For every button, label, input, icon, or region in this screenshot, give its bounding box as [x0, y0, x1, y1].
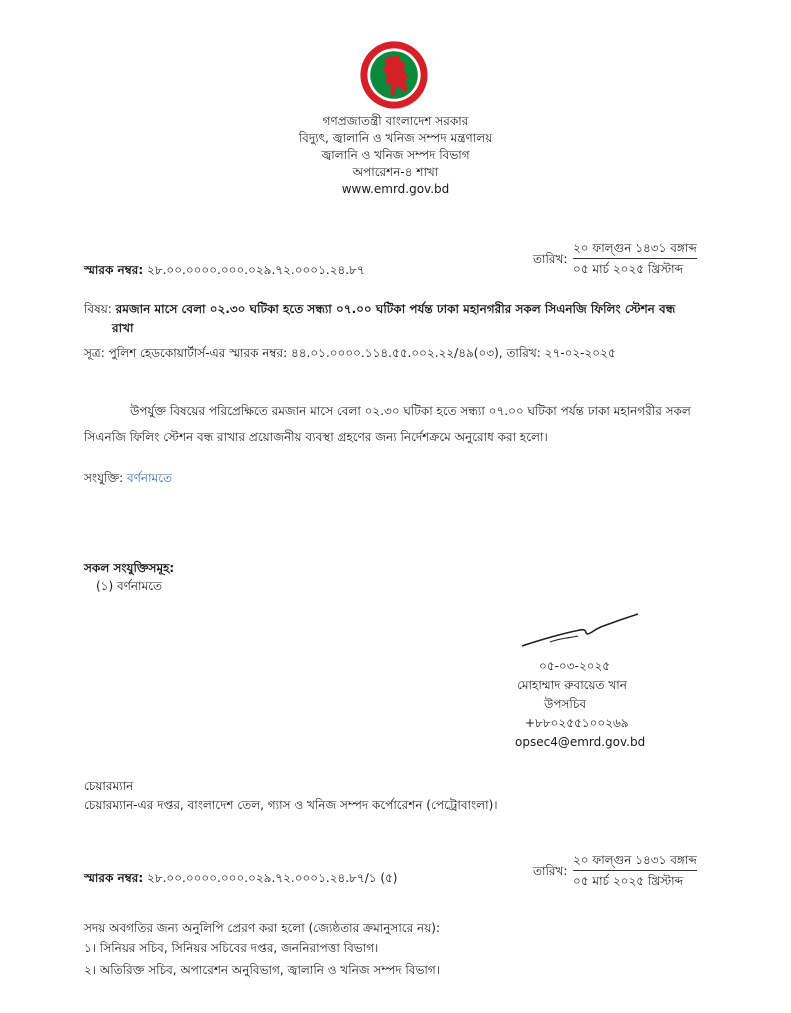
subject-text: রমজান মাসে বেলা ০২.৩০ ঘটিকা হতে সন্ধ্যা ০৭.০০ ঘটিকা পর্যন্ত ঢাকা মহানগরীর সকল সিএনজি ফিলিং স্টেশন বন্ধ — [115, 302, 676, 316]
recipient-office: চেয়ারম্যান-এর দপ্তর, বাংলাদেশ তেল, গ্যাস ও খনিজ সম্পদ কর্পোরেশন (পেট্রোবাংলা)। — [84, 798, 498, 812]
signatory-name: মোহাম্মাদ রুবায়েত খান — [517, 678, 627, 692]
body-line-1: উপর্যুক্ত বিষয়ের পরিপ্রেক্ষিতে রমজান মাসে বেলা ০২.৩০ ঘটিকা হতে সন্ধ্যা ০৭.০০ ঘটিকা পর্যন্ত ঢাকা মহানগরীর সকল — [130, 404, 691, 418]
memo-number-1 — [84, 262, 365, 278]
date-label: তারিখ: — [533, 252, 568, 266]
memo-number-value: ২৮.০০.০০০০.০০০.০২৯.৭২.০০০১.২৪.৮৭ — [147, 263, 365, 277]
copy-item-1: ১। সিনিয়র সচিব, সিনিয়র সচিবের দপ্তর, জননিরাপত্তা বিভাগ। — [84, 941, 379, 955]
memo-number-2 — [84, 870, 398, 886]
date-gregorian: ০৫ মার্চ ২০২৫ খ্রিস্টাব্দ — [573, 874, 684, 888]
branch-name: অপারেশন-৪ শাখা — [352, 165, 439, 179]
attachment-line — [84, 470, 172, 486]
signatory-designation: উপসচিব — [544, 697, 587, 711]
attachment-link[interactable]: বর্ণনামতে — [126, 471, 173, 485]
attachment-label: সংযুক্তি: — [84, 471, 124, 485]
reference-line: সূত্র: পুলিশ হেডকোয়ার্টার্স-এর স্মারক নম্বর: ৪৪.০১.০০০০.১১৪.৫৫.০০২.২২/৪৯(০৩), তারিখ: ২৭-০২-২০২৫ — [84, 346, 616, 360]
subject-line-2: রাখা — [112, 321, 134, 335]
date-bangla: ২০ ফাল্গুন ১৪৩১ বঙ্গাব্দ — [573, 852, 697, 871]
copy-item-2: ২। অতিরিক্ত সচিব, অপারেশন অনুবিভাগ, জ্বালানি ও খনিজ সম্পদ বিভাগ। — [84, 963, 441, 977]
signatory-phone: +৮৮০২৫৫১০০২৬৯ — [525, 716, 629, 730]
memo-label: স্মারক নম্বর: — [84, 263, 144, 277]
body-line-2: সিএনজি ফিলিং স্টেশন বন্ধ রাখার প্রয়োজনীয় ব্যবস্থা গ্রহণের জন্য নির্দেশক্রমে অনুরোধ করা হলো। — [84, 430, 548, 444]
memo-label: স্মারক নম্বর: — [84, 871, 144, 885]
signature-date: ০৫-০৩-২০২৫ — [539, 659, 611, 673]
subject-label: বিষয়: — [84, 302, 112, 316]
date-block-2 — [533, 852, 709, 892]
date-bangla: ২০ ফাল্গুন ১৪৩১ বঙ্গাব্দ — [573, 240, 697, 259]
ministry-name: বিদ্যুৎ, জ্বালানি ও খনিজ সম্পদ মন্ত্রণালয় — [298, 131, 493, 145]
government-name: গণপ্রজাতন্ত্রী বাংলাদেশ সরকার — [322, 114, 469, 128]
date-block-1 — [533, 240, 709, 280]
all-attachments-heading: সকল সংযুক্তিসমূহ: — [84, 561, 175, 575]
website[interactable]: www.emrd.gov.bd — [341, 182, 450, 196]
recipient-title: চেয়ারম্যান — [84, 779, 134, 793]
all-attachments-item-1: (১) বর্ণনামতে — [96, 579, 163, 593]
memo-number-value: ২৮.০০.০০০০.০০০.০২৯.৭২.০০০১.২৪.৮৭/১ (৫) — [147, 871, 398, 885]
date-gregorian: ০৫ মার্চ ২০২৫ খ্রিস্টাব্দ — [573, 262, 684, 276]
date-label: তারিখ: — [533, 864, 568, 878]
signatory-email[interactable]: opsec4@emrd.gov.bd — [515, 735, 646, 749]
division-name: জ্বালানি ও খনিজ সম্পদ বিভাগ — [321, 148, 470, 162]
government-emblem-logo — [359, 40, 429, 110]
copy-intro: সদয় অবগতির জন্য অনুলিপি প্রেরণ করা হলো (জ্যেষ্ঠতার ক্রমানুসারে নয়): — [84, 921, 440, 935]
signature-scribble — [520, 612, 640, 652]
subject-line-1 — [84, 301, 675, 317]
